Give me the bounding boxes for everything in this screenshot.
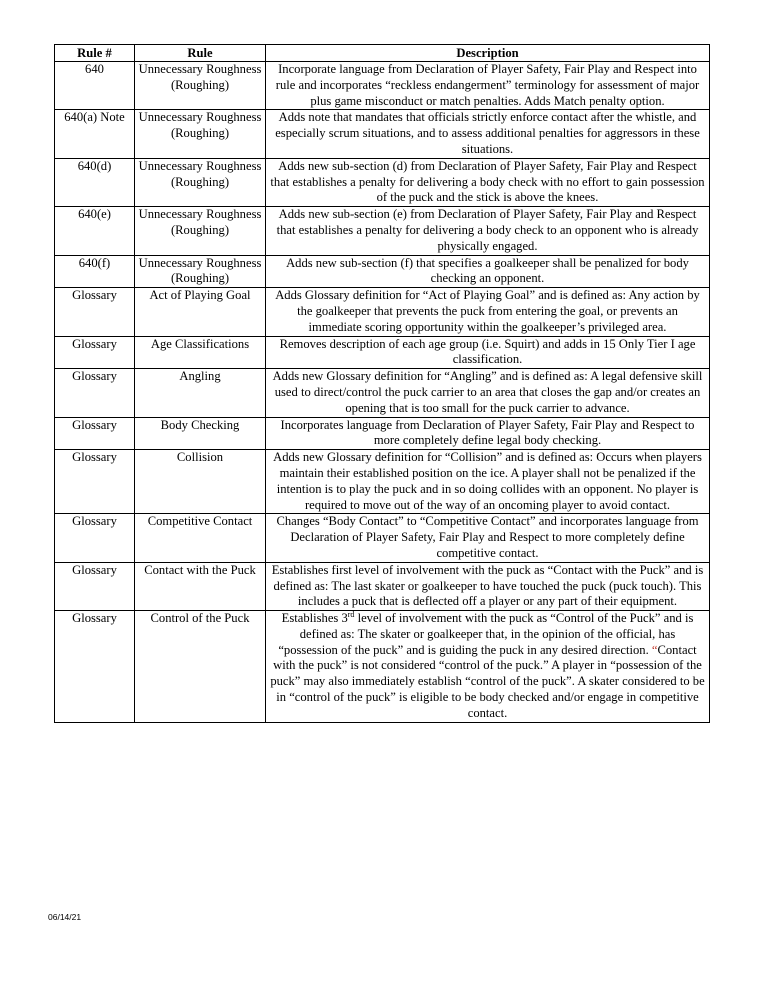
- header-rule-number: Rule #: [55, 45, 135, 62]
- table-row: [55, 110, 710, 158]
- rule-name-cell: Control of the Puck: [135, 611, 266, 723]
- rule-number-cell: Glossary: [55, 611, 135, 723]
- table-row: [55, 611, 710, 723]
- description-cell: Adds new sub-section (d) from Declaration of Player Safety, Fair Play and Respect that establishes a penalty for delivering a body check with no effort to gain possession of the puck and the stick is above the knees.: [266, 158, 710, 206]
- rule-name-cell: Competitive Contact: [135, 514, 266, 562]
- table-row: [55, 450, 710, 514]
- description-cell: Adds Glossary definition for “Act of Playing Goal” and is defined as: Any action by the goalkeeper that prevents the puck from entering the goal, or prevents an immediate scoring opportunity within the goalkeeper’s privileged area.: [266, 288, 710, 336]
- description-cell: Adds new Glossary definition for “Collision” and is defined as: Occurs when players maintain their established position on the ice. A player shall not be penalized if the intention is to play the puck and in so doing collides with an opponent. No player is required to move out of the way of an oncoming player to avoid contact.: [266, 450, 710, 514]
- rule-number-cell: 640: [55, 62, 135, 110]
- table-row: [55, 336, 710, 369]
- description-cell: Adds new Glossary definition for “Angling” and is defined as: A legal defensive skill used to direct/control the puck carrier to an area that closes the gap and/or creates an opening that is too small for the puck carrier to advance.: [266, 369, 710, 417]
- header-rule: Rule: [135, 45, 266, 62]
- table-row: [55, 207, 710, 255]
- rule-name-cell: Unnecessary Roughness (Roughing): [135, 207, 266, 255]
- table-row: [55, 255, 710, 288]
- rule-number-cell: Glossary: [55, 417, 135, 450]
- rule-number-cell: 640(d): [55, 158, 135, 206]
- header-description: Description: [266, 45, 710, 62]
- table-row: [55, 62, 710, 110]
- description-cell: Adds new sub-section (e) from Declaration of Player Safety, Fair Play and Respect that establishes a penalty for delivering a body check to an opponent who is already physically engaged.: [266, 207, 710, 255]
- description-cell: [266, 611, 710, 723]
- rule-number-cell: Glossary: [55, 514, 135, 562]
- rule-name-cell: Body Checking: [135, 417, 266, 450]
- table-row: [55, 562, 710, 610]
- footer-date: 06/14/21: [48, 912, 82, 922]
- table-row: [55, 369, 710, 417]
- rule-name-cell: Age Classifications: [135, 336, 266, 369]
- rule-number-cell: 640(a) Note: [55, 110, 135, 158]
- description-cell: Incorporates language from Declaration of Player Safety, Fair Play and Respect to more completely define legal body checking.: [266, 417, 710, 450]
- rule-number-cell: Glossary: [55, 369, 135, 417]
- description-cell: Adds new sub-section (f) that specifies a goalkeeper shall be penalized for body checking an opponent.: [266, 255, 710, 288]
- ordinal-suffix: rd: [347, 609, 355, 619]
- description-cell: Removes description of each age group (i.e. Squirt) and adds in 15 Only Tier I age classification.: [266, 336, 710, 369]
- red-quote-mark: “: [651, 642, 658, 657]
- rule-number-cell: Glossary: [55, 562, 135, 610]
- rule-name-cell: Angling: [135, 369, 266, 417]
- description-cell: Establishes first level of involvement with the puck as “Contact with the Puck” and is defined as: The last skater or goalkeeper to have touched the puck (puck touch). This includes a puck that is deflected off a player or any part of their equipment.: [266, 562, 710, 610]
- rule-number-cell: Glossary: [55, 336, 135, 369]
- rule-name-cell: Unnecessary Roughness (Roughing): [135, 255, 266, 288]
- rule-name-cell: Act of Playing Goal: [135, 288, 266, 336]
- description-cell: Incorporate language from Declaration of Player Safety, Fair Play and Respect into rule and incorporates “reckless endangerment” terminology for assessment of major plus game misconduct or match penalties. Adds Match penalty option.: [266, 62, 710, 110]
- rule-number-cell: 640(e): [55, 207, 135, 255]
- rule-name-cell: Contact with the Puck: [135, 562, 266, 610]
- table-row: [55, 158, 710, 206]
- rule-number-cell: 640(f): [55, 255, 135, 288]
- table-header-row: [55, 45, 710, 62]
- rule-name-cell: Collision: [135, 450, 266, 514]
- rule-number-cell: Glossary: [55, 450, 135, 514]
- rule-number-cell: Glossary: [55, 288, 135, 336]
- rule-name-cell: Unnecessary Roughness (Roughing): [135, 62, 266, 110]
- description-text: Establishes 3: [281, 611, 348, 626]
- description-text: Contact with the puck” is not considered “control of the puck.” A player in “possession of the puck” may also immediately establish “control of the puck”. A skater considered to be in “control of the puck” is eligible to be body checked and/or engage in competitive contact.: [270, 642, 705, 720]
- rules-table: [54, 44, 710, 723]
- rule-name-cell: Unnecessary Roughness (Roughing): [135, 110, 266, 158]
- table-row: [55, 288, 710, 336]
- description-cell: Changes “Body Contact” to “Competitive Contact” and incorporates language from Declaration of Player Safety, Fair Play and Respect to more completely define competitive contact.: [266, 514, 710, 562]
- table-row: [55, 514, 710, 562]
- rule-name-cell: Unnecessary Roughness (Roughing): [135, 158, 266, 206]
- description-text: level of involvement with the puck as “Control of the Puck” and is defined as: The skater or goalkeeper that, in the opinion of the official, has “possession of the puck” and is guiding the puck in any desired direction.: [278, 611, 694, 657]
- description-cell: Adds note that mandates that officials strictly enforce contact after the whistle, and especially scrum situations, and to assess additional penalties for aggressors in these situations.: [266, 110, 710, 158]
- table-row: [55, 417, 710, 450]
